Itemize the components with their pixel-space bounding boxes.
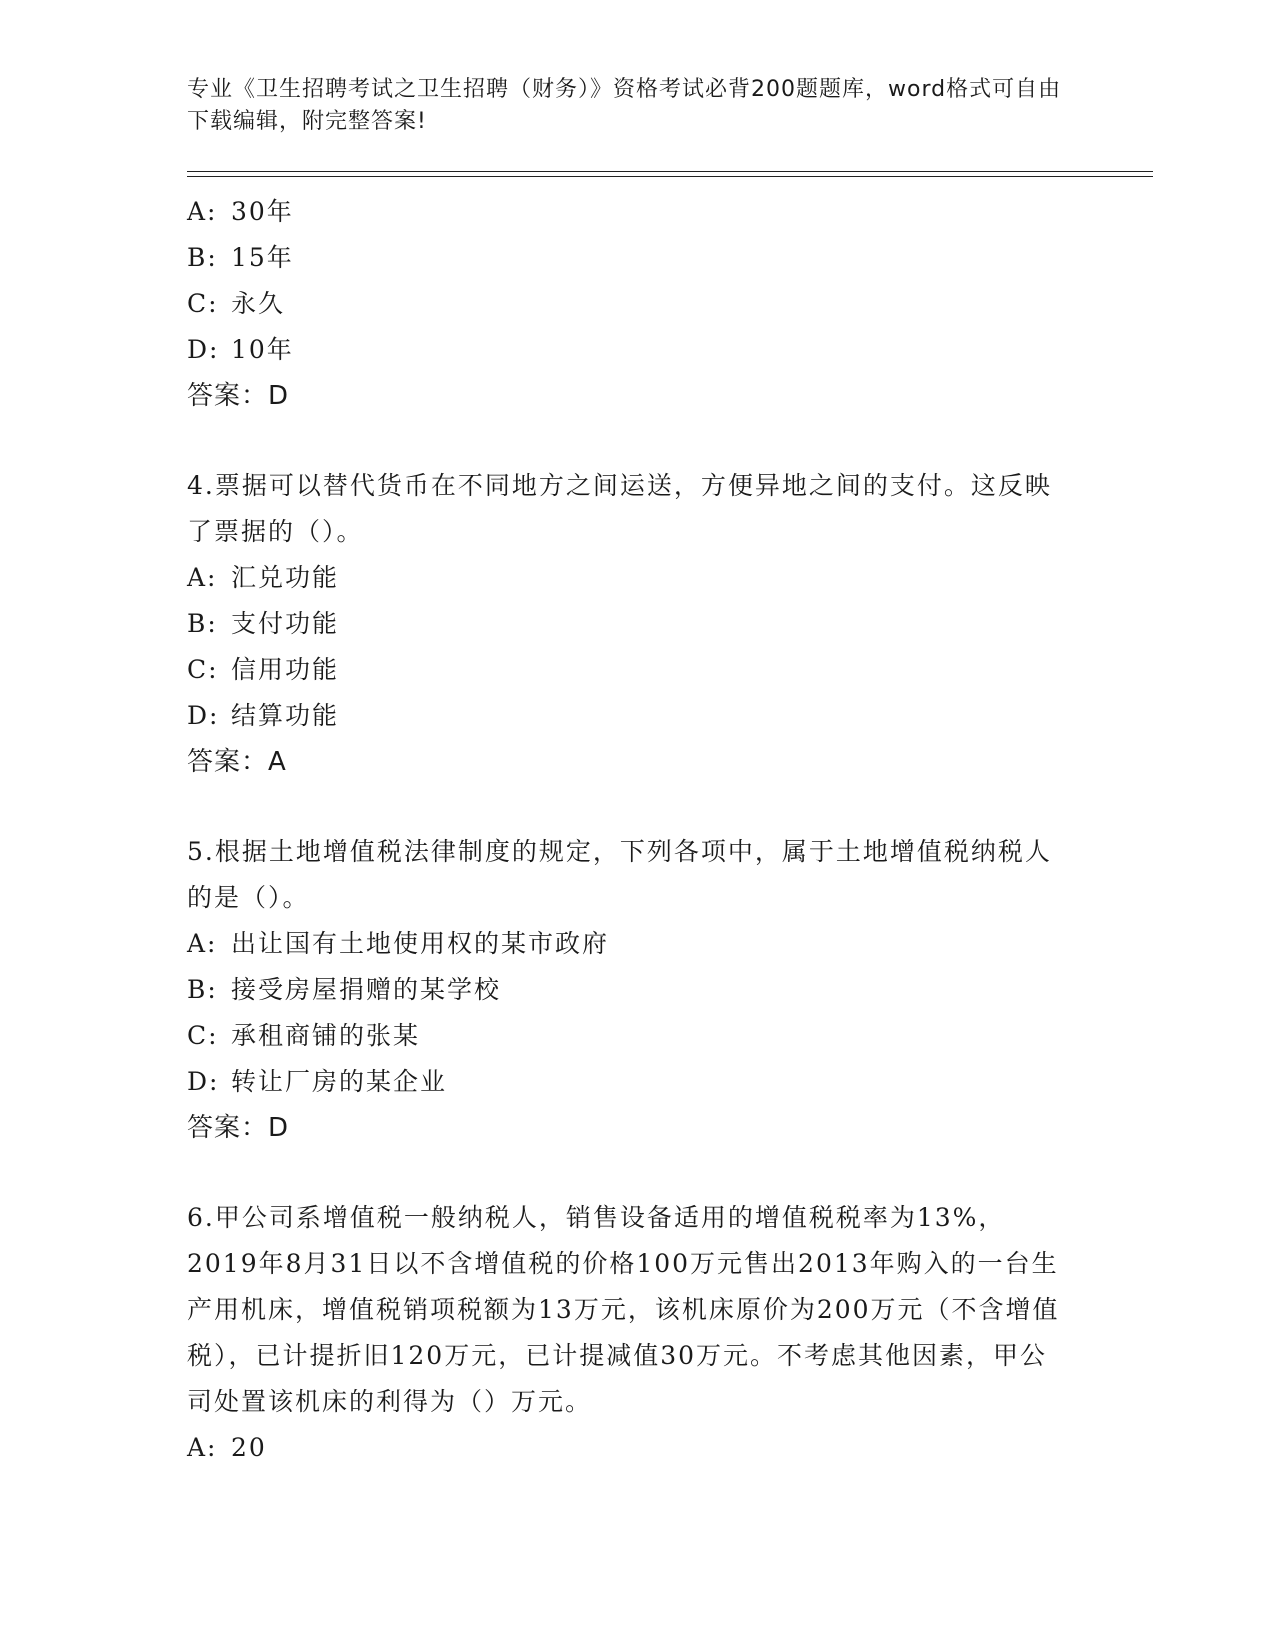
option-text: 承租商铺的张某: [231, 1021, 421, 1050]
option-text: 出让国有土地使用权的某市政府: [231, 929, 610, 958]
option-label: B:: [187, 975, 218, 1004]
option-text: 10年: [231, 335, 294, 364]
option-text: 汇兑功能: [231, 563, 340, 592]
option-a: [187, 189, 1067, 235]
option-d: [187, 1059, 1067, 1105]
option-label: D:: [187, 335, 220, 364]
option-text: 接受房屋捐赠的某学校: [231, 975, 502, 1004]
question-block-6: [187, 1195, 1067, 1471]
option-label: C:: [187, 289, 219, 318]
option-label: D:: [187, 1067, 220, 1096]
header-divider-bottom: [187, 176, 1153, 177]
option-d: [187, 693, 1067, 739]
header-divider-top: [187, 171, 1153, 172]
header-title: 专业《卫生招聘考试之卫生招聘（财务）》资格考试必背200题题库，word格式可自由下载编辑，附完整答案!: [187, 77, 1062, 134]
question-block-5: [187, 829, 1067, 1151]
option-text: 30年: [231, 197, 294, 226]
question-stem: 6.甲公司系增值税一般纳税人，销售设备适用的增值税税率为13%，2019年8月31日以不含增值税的价格100万元售出2013年购入的一台生产用机床，增值税销项税额为13万元，该机床原价为200万元（不含增值税），已计提折旧120万元，已计提减值30万元。不考虑其他因素，甲公司处置该机床的利得为（）万元。: [187, 1203, 1060, 1416]
question-block-4: [187, 463, 1067, 785]
option-c: [187, 1013, 1067, 1059]
option-label: C:: [187, 655, 219, 684]
answer-line: 答案：D: [187, 1113, 290, 1143]
option-b: [187, 601, 1067, 647]
question-stem: 5.根据土地增值税法律制度的规定，下列各项中，属于土地增值税纳税人的是（）。: [187, 837, 1052, 912]
option-a: [187, 1425, 1067, 1471]
option-text: 结算功能: [231, 701, 340, 730]
question-block-prev: [187, 189, 1067, 419]
question-stem: 4.票据可以替代货币在不同地方之间运送，方便异地之间的支付。这反映了票据的（）。: [187, 471, 1052, 546]
option-label: D:: [187, 701, 220, 730]
option-text: 15年: [231, 243, 294, 272]
option-b: [187, 235, 1067, 281]
option-text: 支付功能: [231, 609, 340, 638]
document-header: [187, 74, 1067, 138]
option-c: [187, 281, 1067, 327]
option-text: 永久: [231, 289, 286, 318]
option-label: A:: [187, 197, 218, 226]
option-d: [187, 327, 1067, 373]
option-a: [187, 921, 1067, 967]
answer-line: 答案：A: [187, 747, 287, 777]
option-label: A:: [187, 563, 218, 592]
option-text: 转让厂房的某企业: [231, 1067, 448, 1096]
option-label: A:: [187, 929, 218, 958]
option-label: B:: [187, 609, 218, 638]
option-label: C:: [187, 1021, 219, 1050]
option-text: 20: [231, 1433, 267, 1462]
option-text: 信用功能: [231, 655, 340, 684]
question-list: [187, 189, 1067, 1471]
option-label: A:: [187, 1433, 218, 1462]
option-c: [187, 647, 1067, 693]
option-b: [187, 967, 1067, 1013]
answer-line: 答案：D: [187, 381, 290, 411]
option-a: [187, 555, 1067, 601]
option-label: B:: [187, 243, 218, 272]
